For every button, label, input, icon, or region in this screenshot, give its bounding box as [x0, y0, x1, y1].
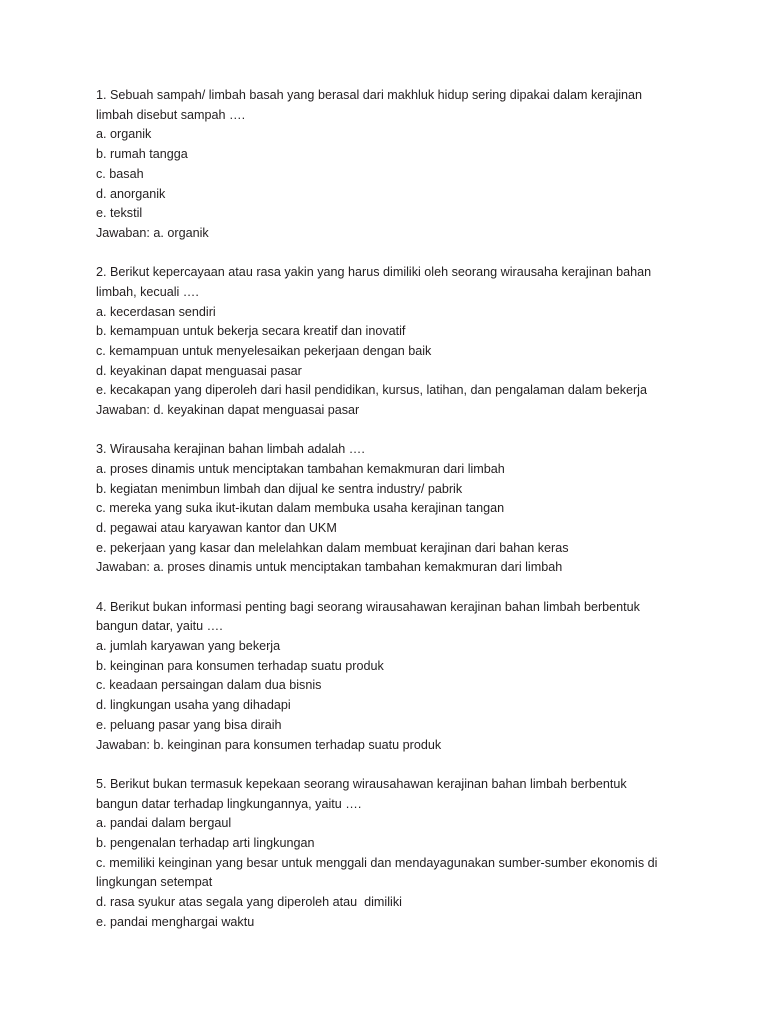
option-line: c. memiliki keinginan yang besar untuk menggali dan mendayagunakan sumber-sumber ekonomis di lingkungan setempat — [96, 855, 661, 890]
question-block — [96, 440, 672, 578]
option-line: c. basah — [96, 166, 144, 181]
answer-line: Jawaban: d. keyakinan dapat menguasai pasar — [96, 403, 360, 418]
option-line: c. kemampuan untuk menyelesaikan pekerjaan dengan baik — [96, 343, 432, 358]
option-line: c. keadaan persaingan dalam dua bisnis — [96, 678, 322, 693]
option-line: d. lingkungan usaha yang dihadapi — [96, 698, 291, 713]
answer-line: Jawaban: a. organik — [96, 225, 209, 240]
option-line: e. kecakapan yang diperoleh dari hasil pendidikan, kursus, latihan, dan pengalaman dalam bekerja — [96, 383, 647, 398]
option-line: b. keinginan para konsumen terhadap suatu produk — [96, 658, 384, 673]
question-line: 4. Berikut bukan informasi penting bagi seorang wirausahawan kerajinan bahan limbah berbentuk bangun datar, yaitu …. — [96, 599, 644, 634]
question-block — [96, 775, 672, 933]
option-line: b. pengenalan terhadap arti lingkungan — [96, 835, 315, 850]
question-line: 3. Wirausaha kerajinan bahan limbah adalah …. — [96, 442, 365, 457]
question-block — [96, 263, 672, 421]
option-line: e. peluang pasar yang bisa diraih — [96, 717, 282, 732]
question-block — [96, 86, 672, 244]
option-line: a. proses dinamis untuk menciptakan tambahan kemakmuran dari limbah — [96, 461, 505, 476]
option-line: a. organik — [96, 127, 152, 142]
option-line: e. pekerjaan yang kasar dan melelahkan dalam membuat kerajinan dari bahan keras — [96, 540, 569, 555]
option-line: d. keyakinan dapat menguasai pasar — [96, 363, 302, 378]
option-line: c. mereka yang suka ikut-ikutan dalam membuka usaha kerajinan tangan — [96, 501, 505, 516]
answer-line: Jawaban: b. keinginan para konsumen terhadap suatu produk — [96, 737, 442, 752]
question-line: 1. Sebuah sampah/ limbah basah yang berasal dari makhluk hidup sering dipakai dalam kerajinan limbah disebut sampah …. — [96, 88, 646, 122]
question-line: 2. Berikut kepercayaan atau rasa yakin yang harus dimiliki oleh seorang wirausaha kerajinan bahan limbah, kecuali …. — [96, 265, 655, 299]
option-line: b. kemampuan untuk bekerja secara kreatif dan inovatif — [96, 324, 406, 339]
option-line: b. rumah tangga — [96, 147, 188, 162]
option-line: a. jumlah karyawan yang bekerja — [96, 639, 281, 654]
option-line: e. pandai menghargai waktu — [96, 914, 255, 929]
option-line: a. kecerdasan sendiri — [96, 304, 216, 319]
option-line: e. tekstil — [96, 206, 143, 221]
option-line: b. kegiatan menimbun limbah dan dijual ke sentra industry/ pabrik — [96, 481, 463, 496]
document-body — [96, 86, 672, 932]
option-line: a. pandai dalam bergaul — [96, 816, 232, 831]
option-line: d. pegawai atau karyawan kantor dan UKM — [96, 521, 337, 536]
option-line: d. rasa syukur atas segala yang diperoleh atau dimiliki — [96, 895, 402, 910]
question-line: 5. Berikut bukan termasuk kepekaan seorang wirausahawan kerajinan bahan limbah berbentuk bangun datar terhadap lingkungannya, yaitu …. — [96, 776, 631, 811]
answer-line: Jawaban: a. proses dinamis untuk menciptakan tambahan kemakmuran dari limbah — [96, 560, 563, 575]
question-block — [96, 598, 672, 756]
option-line: d. anorganik — [96, 186, 166, 201]
